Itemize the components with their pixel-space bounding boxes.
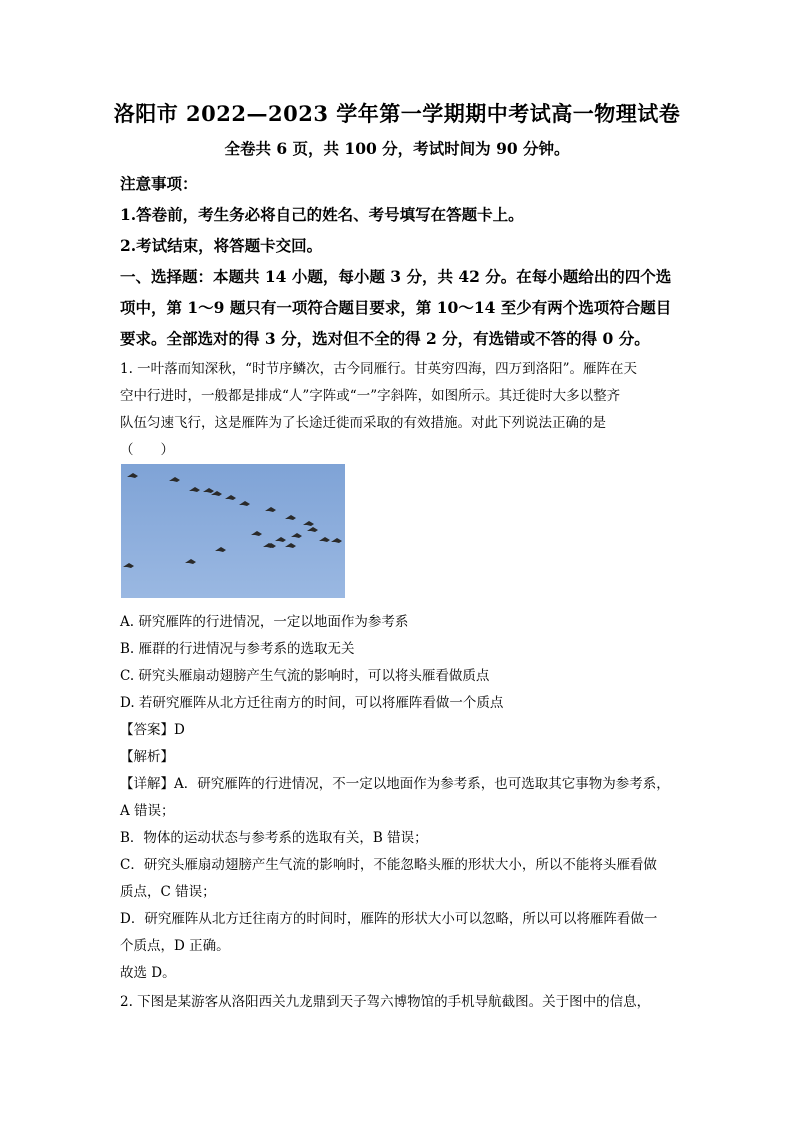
goose-icon — [285, 515, 296, 520]
goose-icon — [319, 537, 330, 542]
exam-subtitle: 全卷共 6 页，共 100 分，考试时间为 90 分钟。 — [224, 139, 570, 158]
goose-icon — [185, 559, 196, 564]
analysis-label: 【解析】 — [120, 749, 174, 765]
goose-icon — [123, 563, 134, 568]
goose-icon — [189, 487, 200, 492]
question-1-text: 队伍匀速飞行，这是雁阵为了长途迁徙而采取的有效措施。对此下列说法正确的是 — [120, 415, 606, 431]
section-instructions: 项中，第 1～9 题只有一项符合题目要求，第 10～14 至少有两个选项符合题目 — [120, 298, 672, 317]
notice-heading: 注意事项： — [120, 174, 198, 193]
detail-line: A 错误； — [120, 803, 175, 819]
question-2-text: 2. 下图是某游客从洛阳西关九龙鼎到天子驾六博物馆的手机导航截图。关于图中的信息， — [120, 994, 651, 1010]
answer-label: 【答案】D — [120, 722, 185, 738]
question-1-blank: （ ） — [120, 442, 174, 458]
geese-photo — [121, 464, 345, 598]
goose-icon — [285, 543, 296, 548]
goose-icon — [127, 473, 138, 478]
goose-icon — [307, 527, 318, 532]
goose-icon — [275, 537, 286, 542]
exam-title: 洛阳市 2022—2023 学年第一学期期中考试高一物理试卷 — [113, 101, 681, 126]
option-d: D. 若研究雁阵从北方迁往南方的时间，可以将雁阵看做一个质点 — [120, 695, 504, 711]
detail-line: D．研究雁阵从北方迁往南方的时间时，雁阵的形状大小可以忽略，所以可以将雁阵看做一 — [120, 911, 658, 927]
option-b: B. 雁群的行进情况与参考系的选取无关 — [120, 641, 355, 657]
goose-icon — [331, 538, 342, 543]
detail-line: 个质点，D 正确。 — [120, 938, 230, 954]
option-a: A. 研究雁阵的行进情况，一定以地面作为参考系 — [120, 614, 409, 630]
option-c: C. 研究头雁扇动翅膀产生气流的影响时，可以将头雁看做质点 — [120, 668, 490, 684]
goose-icon — [291, 533, 302, 538]
detail-line: 【详解】A．研究雁阵的行进情况，不一定以地面作为参考系，也可选取其它事物为参考系， — [120, 776, 670, 792]
goose-icon — [215, 547, 226, 552]
section-instructions: 要求。全部选对的得 3 分，选对但不全的得 2 分，有选错或不答的得 0 分。 — [120, 329, 650, 348]
question-1-text: 1. 一叶落而知深秋，“时节序鳞次，古今同雁行。甘英穷四海，四万到洛阳”。雁阵在天 — [120, 361, 637, 377]
notice-item: 2.考试结束，将答题卡交回。 — [120, 236, 323, 255]
goose-icon — [203, 488, 214, 493]
detail-line: B．物体的运动状态与参考系的选取有关，B 错误； — [120, 830, 428, 846]
goose-icon — [169, 477, 180, 482]
goose-icon — [251, 531, 262, 536]
section-instructions: 一、选择题：本题共 14 小题，每小题 3 分，共 42 分。在每小题给出的四个选 — [120, 267, 672, 286]
detail-line: 质点，C 错误； — [120, 884, 216, 900]
notice-item: 1.答卷前，考生务必将自己的姓名、考号填写在答题卡上。 — [120, 205, 524, 224]
goose-icon — [239, 501, 250, 506]
goose-icon — [303, 521, 314, 526]
detail-line: C．研究头雁扇动翅膀产生气流的影响时，不能忽略头雁的形状大小，所以不能将头雁看做 — [120, 857, 657, 873]
conclusion-line: 故选 D。 — [120, 965, 176, 981]
goose-icon — [265, 507, 276, 512]
question-1-text: 空中行进时，一般都是排成“人”字阵或“一”字斜阵，如图所示。其迁徙时大多以整齐 — [120, 388, 621, 404]
goose-icon — [225, 495, 236, 500]
geese-flock-icon — [121, 464, 345, 598]
